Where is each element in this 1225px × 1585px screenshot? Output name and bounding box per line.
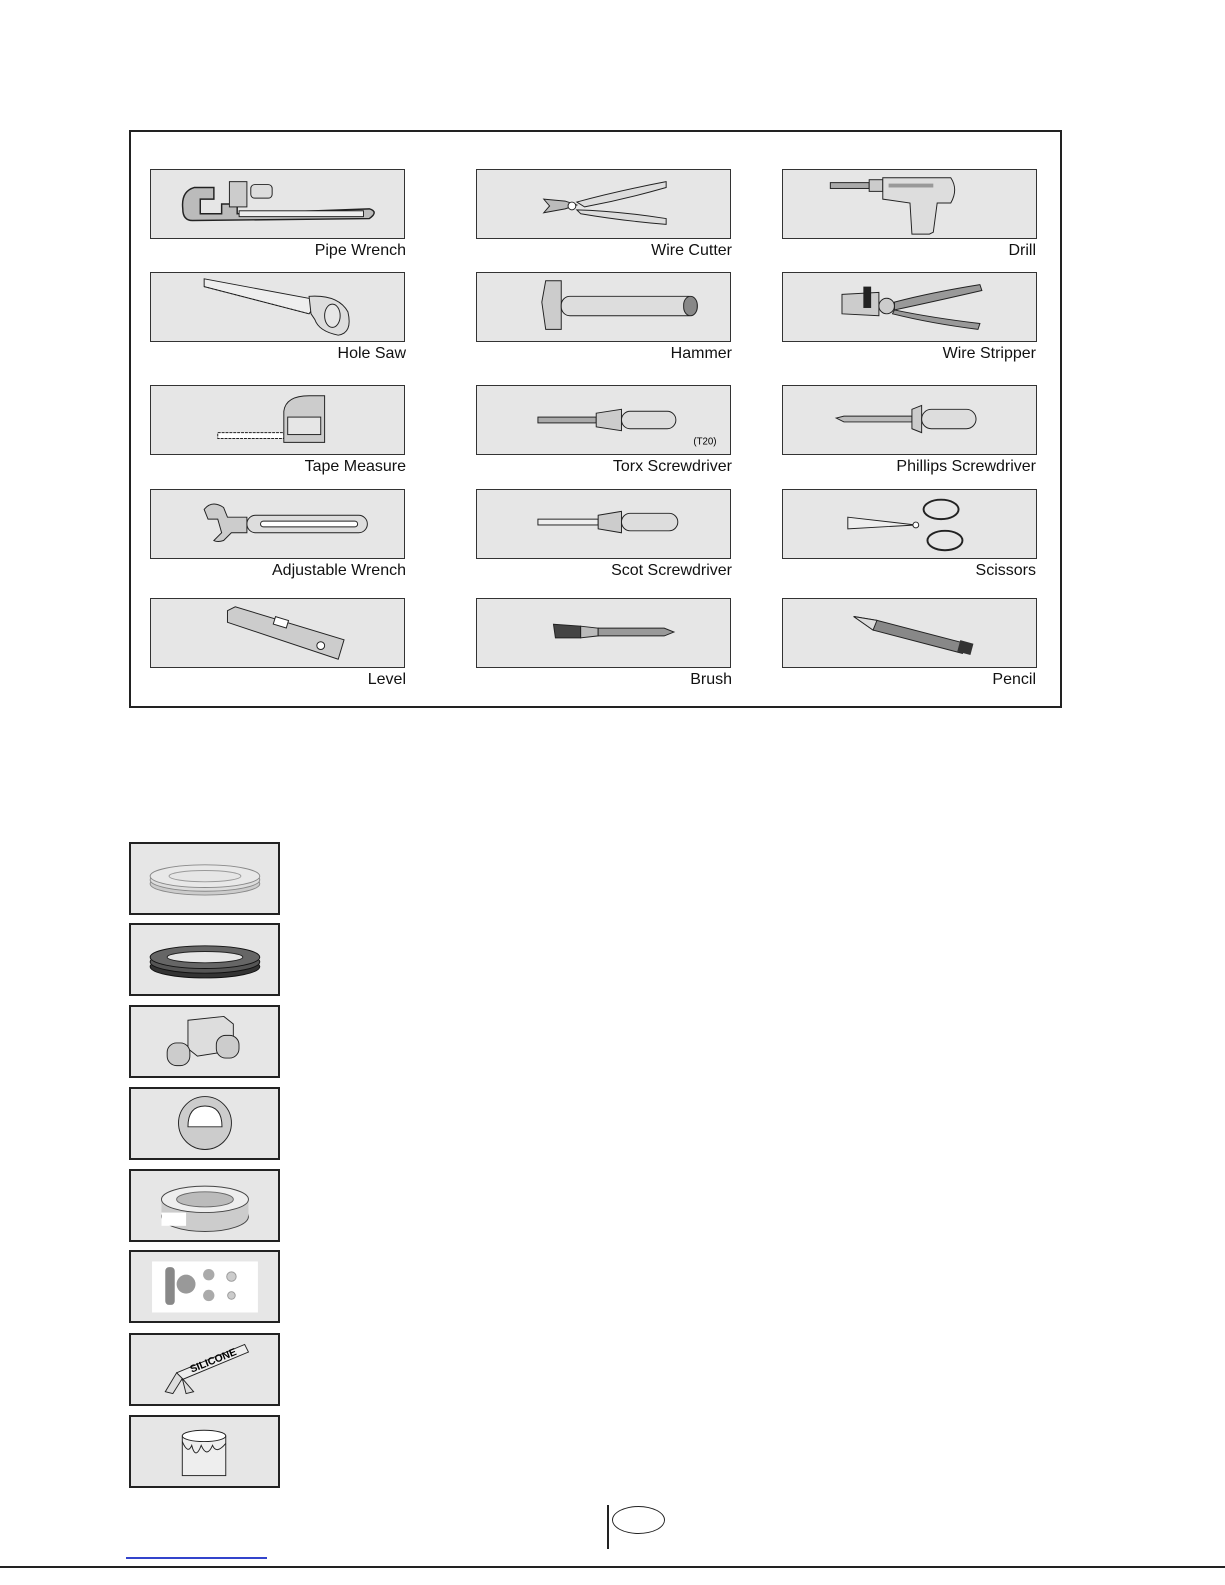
elbow-fitting-icon: [131, 1007, 278, 1076]
silicone-gun-icon: [131, 1335, 278, 1404]
tool-pipe-wrench: [150, 169, 406, 264]
pencil-icon: [783, 599, 1036, 667]
tool-hole-saw: [150, 272, 406, 367]
tool-label: Drill: [1008, 242, 1036, 259]
tool-label: Wire Cutter: [651, 242, 732, 259]
wire-cutter-icon: [477, 170, 730, 238]
drill-icon: [783, 170, 1036, 238]
tool-wire-cutter: [476, 169, 732, 264]
page-divider: [607, 1505, 609, 1549]
hammer-icon: [477, 273, 730, 341]
tool-label: Level: [367, 671, 406, 688]
hole-saw-icon: [151, 273, 404, 341]
material-fittings-set: [129, 1250, 280, 1323]
material-paint-can: [129, 1415, 280, 1488]
material-dark-gaskets: [129, 923, 280, 996]
phillips-screwdriver-icon: [783, 386, 1036, 454]
fittings-set-icon: [131, 1252, 278, 1321]
tool-label: Brush: [690, 671, 732, 688]
tool-label: Wire Stripper: [942, 345, 1036, 362]
material-silicone-gun: [129, 1333, 280, 1406]
level-icon: [151, 599, 404, 667]
tool-level: [150, 598, 406, 693]
tool-brush: [476, 598, 732, 693]
tool-label: Pipe Wrench: [314, 242, 406, 259]
adjustable-wrench-icon: [151, 490, 404, 558]
tool-label: Hole Saw: [337, 345, 406, 362]
pipe-wrench-icon: [151, 170, 404, 238]
tool-label: Tape Measure: [304, 458, 406, 475]
tool-torx-screwdriver: [476, 385, 732, 480]
footer-link-line: [126, 1557, 267, 1559]
tool-label: Adjustable Wrench: [272, 562, 406, 579]
tool-adjustable-wrench: [150, 489, 406, 584]
silicone-text: SILICONE: [188, 1347, 239, 1376]
wire-stripper-icon: [783, 273, 1036, 341]
scissors-icon: [783, 490, 1036, 558]
tool-scot-screwdriver: [476, 489, 732, 584]
brush-icon: [477, 599, 730, 667]
tool-hammer: [476, 272, 732, 367]
tool-scissors: [782, 489, 1036, 584]
paint-can-icon: [131, 1417, 278, 1486]
scot-screwdriver-icon: [477, 490, 730, 558]
tool-wire-stripper: [782, 272, 1036, 367]
tape-measure-icon: [151, 386, 404, 454]
light-gaskets-icon: [131, 844, 278, 913]
tool-pencil: [782, 598, 1036, 693]
tool-label: Pencil: [992, 671, 1036, 688]
tool-label: Phillips Screwdriver: [896, 458, 1036, 475]
footer-rule: [0, 1566, 1225, 1568]
lock-nut-icon: [131, 1089, 278, 1158]
teflon-tape-icon: [131, 1171, 278, 1240]
tool-label: Scissors: [975, 562, 1036, 579]
tool-drill: [782, 169, 1036, 264]
material-light-gaskets: [129, 842, 280, 915]
tool-tape-measure: [150, 385, 406, 480]
tool-label: Hammer: [670, 345, 732, 362]
dark-gaskets-icon: [131, 925, 278, 994]
tool-label: Torx Screwdriver: [612, 458, 732, 475]
torx-screwdriver-icon: [477, 386, 730, 454]
material-elbow-fitting: [129, 1005, 280, 1078]
language-badge: [612, 1506, 665, 1534]
material-lock-nut: [129, 1087, 280, 1160]
torx-size-note: (T20): [693, 436, 717, 448]
tool-label: Scot Screwdriver: [611, 562, 732, 579]
material-teflon-tape: [129, 1169, 280, 1242]
tool-phillips-screwdriver: [782, 385, 1036, 480]
